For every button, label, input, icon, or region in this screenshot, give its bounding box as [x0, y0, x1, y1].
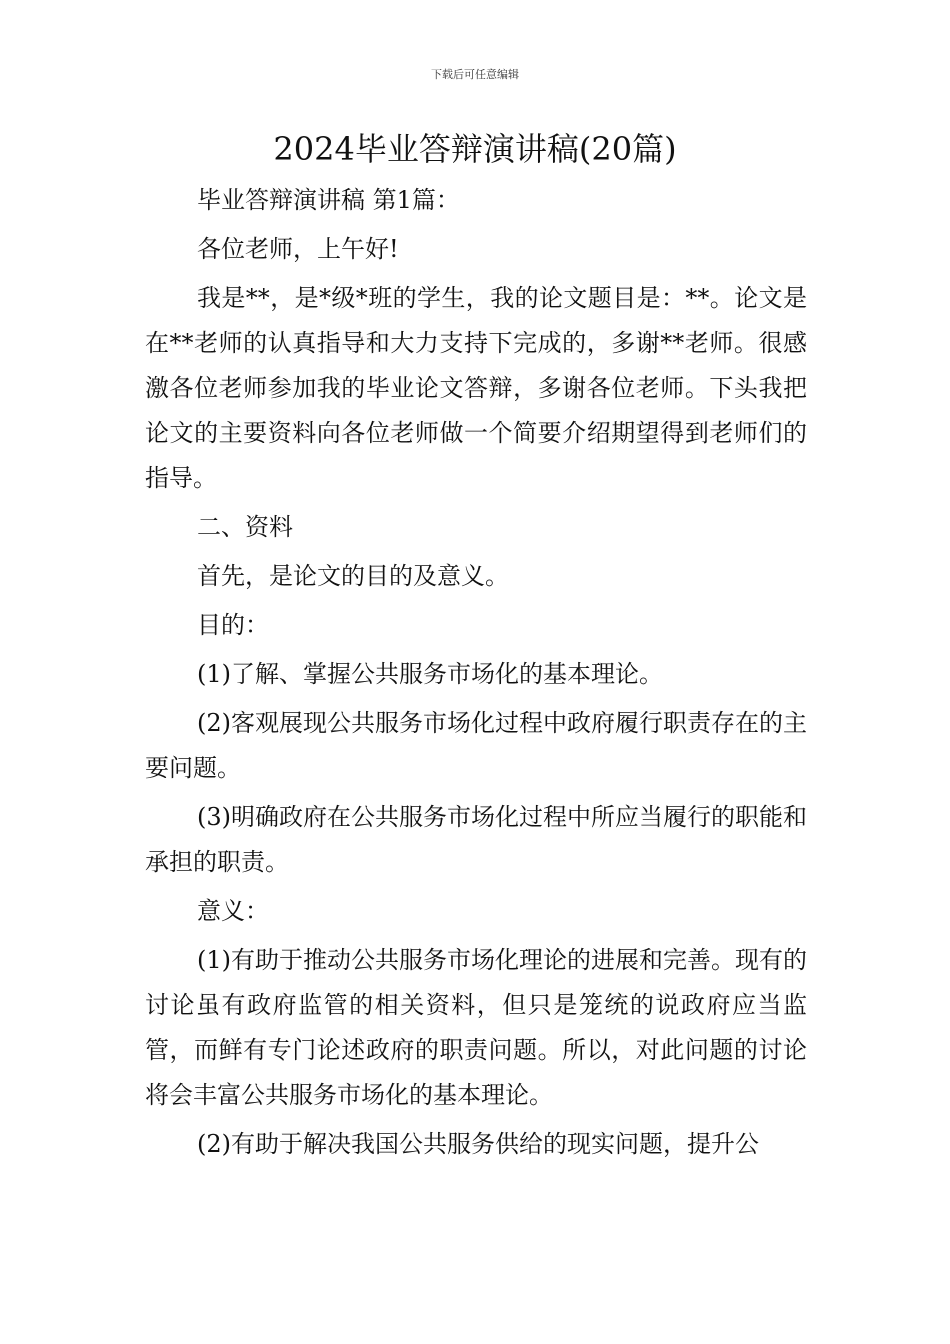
- header-note: 下载后可任意编辑: [431, 68, 519, 81]
- paragraph-greeting: 各位老师，上午好!: [197, 235, 399, 263]
- paragraph-purpose-3: (3)明确政府在公共服务市场化过程中所应当履行的职能和承担的职责。: [145, 803, 807, 876]
- paragraph-section-heading: 毕业答辩演讲稿 第1篇：: [197, 186, 460, 214]
- document-title: 2024毕业答辩演讲稿(20篇): [273, 130, 677, 168]
- paragraph-significance-2: (2)有助于解决我国公共服务供给的现实问题，提升公: [197, 1130, 759, 1158]
- paragraph-significance-1: (1)有助于推动公共服务市场化理论的进展和完善。现有的讨论虽有政府监管的相关资料，但只是笼统的说政府应当监管，而鲜有专门论述政府的职责问题。所以，对此问题的讨论将会丰富公共服务市场化的基本理论。: [145, 946, 807, 1109]
- paragraph-content-heading: 二、资料: [197, 513, 293, 541]
- paragraph-purpose-1: (1)了解、掌握公共服务市场化的基本理论。: [197, 660, 663, 688]
- paragraph-purpose-intro: 首先，是论文的目的及意义。: [197, 562, 509, 590]
- paragraph-significance-label: 意义：: [197, 897, 269, 925]
- paragraph-introduction: 我是**，是*级*班的学生，我的论文题目是：**。论文是在**老师的认真指导和大力支持下完成的，多谢**老师。很感激各位老师参加我的毕业论文答辩，多谢各位老师。下头我把论文的主要资料向各位老师做一个简要介绍期望得到老师们的指导。: [145, 284, 807, 492]
- paragraph-purpose-2: (2)客观展现公共服务市场化过程中政府履行职责存在的主要问题。: [145, 709, 807, 782]
- paragraph-purpose-label: 目的：: [197, 611, 269, 639]
- document-body: [145, 178, 807, 1171]
